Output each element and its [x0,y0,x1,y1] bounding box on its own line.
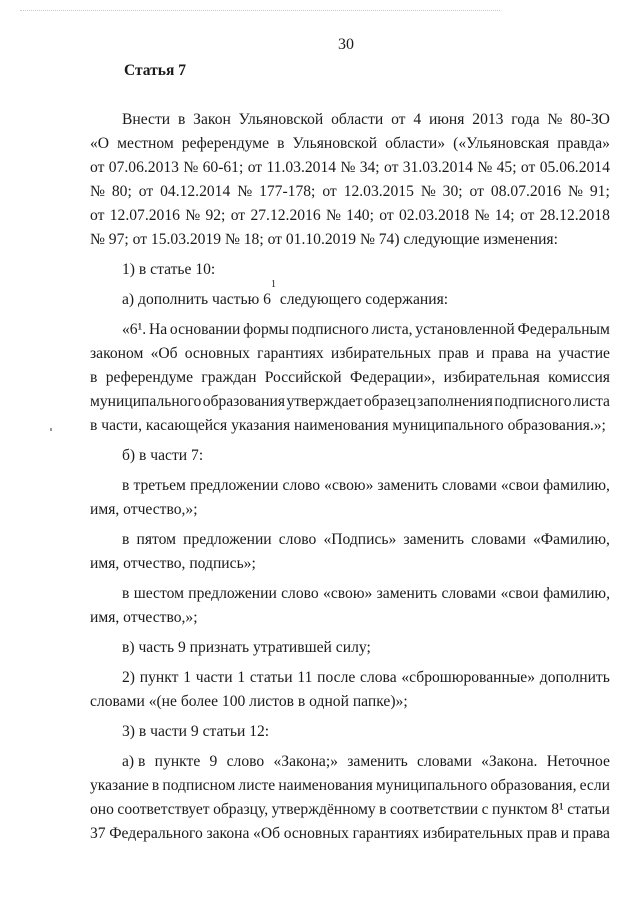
word: («Ульяновская [453,135,550,152]
word: словами [442,477,497,494]
word: 34; [359,159,380,176]
line-text: в части, касающейся указания наименования муниципального образования.»; [90,417,606,434]
word: референдуме [105,369,194,386]
superscript: 1 [270,279,276,290]
word: третьем [133,477,186,494]
word: оно [90,801,114,818]
word: 45; [496,159,517,176]
word: от [519,207,535,224]
word: правда» [557,135,610,152]
word: «Фамилию, [533,531,610,548]
word: местном [117,135,174,152]
word: слово [278,531,317,548]
word: «6¹. [122,321,147,338]
word: в [122,585,130,602]
text-line [90,636,610,660]
word: права [572,825,610,842]
word: словами [417,753,472,770]
text-line [90,498,610,522]
word: прав [438,345,469,362]
text-line [90,528,610,552]
word: избирательная [443,369,540,386]
text-line [90,474,610,498]
word: участие [558,345,610,362]
word: № [568,183,583,200]
word: основных [283,825,349,842]
text-line [90,720,610,744]
word: 37 [90,825,106,842]
text-line [90,798,610,822]
word: от [384,159,399,176]
word: заполнения [417,393,493,410]
word: листа [572,393,610,410]
word: 80-ЗО [570,111,610,128]
word: подписного [291,321,369,338]
word: июня [428,111,465,128]
word: 28.12.2018 [539,207,610,224]
text-line [90,108,610,132]
word: статьи [249,669,293,686]
page-number: 30 [338,36,354,53]
text-line [90,774,610,798]
word: 140; [346,207,374,224]
word: «О [90,135,110,152]
line-text: в) часть 9 признать утратившей силу; [122,639,371,656]
text-line [90,180,610,204]
word: 12.03.2015 [343,183,414,200]
word: предложении [189,477,279,494]
word: комиссия [548,369,610,386]
line-text: словами «(не более 100 листов в одной папке)»; [90,693,408,710]
word: № [325,207,341,224]
word: № [90,183,105,200]
text-line [90,366,610,390]
word: в [277,135,285,152]
word: пунктом [491,801,548,818]
line-text: б) в части 7: [122,447,204,464]
word: 91; [589,183,610,200]
text-line [90,690,610,714]
line-text: 1) в статье 10: [122,261,216,278]
word: 60-61; [202,159,244,176]
word: На [148,321,168,338]
line-text: № 97; от 15.03.2019 № 18; от 01.10.2019 № 74) следующие изменения: [90,231,558,248]
word: соответствии [390,801,479,818]
text-line [90,132,610,156]
word: 92; [205,207,226,224]
word: подписном [162,777,236,794]
word: 177-178; [259,183,316,200]
word: Закон [193,111,231,128]
word: от [90,207,105,224]
word: слово [282,477,321,494]
word: дополнить [539,669,610,686]
text-line [90,606,610,630]
word: заменить [376,585,438,602]
word: фамилию, [543,585,610,602]
word: гарантиях [352,825,420,842]
word: № [547,111,563,128]
word: от [469,183,484,200]
word: словами [471,531,526,548]
word: 12.07.2016 [109,207,180,224]
word: и [476,345,485,362]
word: № [477,159,493,176]
word: образования [202,393,285,410]
article-title: Статья 7 [124,62,186,79]
word: 27.12.2016 [250,207,321,224]
word: от [138,183,154,200]
word: области» [385,135,446,152]
word: № [474,207,490,224]
word: 2) [122,669,135,686]
word: с [481,801,489,818]
word: 1 [237,669,246,686]
word: пятом [136,531,176,548]
word: 31.03.2014 [402,159,473,176]
word: в [122,477,130,494]
word: словами [441,585,497,602]
word: листе [238,777,276,794]
word: Федерального [109,825,203,842]
document-body [90,108,610,846]
word: в [122,531,130,548]
word: шестом [133,585,184,602]
word: избирательных [330,345,432,362]
word: подписного [494,393,572,410]
line-text-continued: следующего содержания: [275,291,449,308]
word: 4 [413,111,422,128]
word: заменить [347,753,408,770]
word: области [331,111,384,128]
word: «свои [500,585,539,602]
word: 11.03.2014 [266,159,337,176]
word: 08.07.2016 [490,183,562,200]
word: «свои [500,477,539,494]
word: от [247,159,263,176]
word: «свою» [324,477,374,494]
word: № [340,159,356,176]
word: прав [526,825,558,842]
word: 30; [442,183,463,200]
text-line [90,279,610,312]
line-text: 3) в части 9 статьи 12: [122,723,270,740]
word: от [520,159,536,176]
word: «свою» [323,585,373,602]
word: пункт [139,669,179,686]
word: утверждённому [271,801,376,818]
word: слова [360,669,397,686]
word: № [420,183,436,200]
word: Федеральным [517,321,610,338]
text-line [90,822,610,846]
text-line [90,228,610,252]
word: части [195,669,233,686]
word: закона [206,825,250,842]
word: № [185,207,201,224]
text-line [90,750,610,774]
word: «Подпись» [323,531,397,548]
word: «Об [150,345,178,362]
word: соответствует [117,801,210,818]
word: установленной [415,321,515,338]
word: основании [169,321,241,338]
word: от [391,111,406,128]
word: от [90,159,105,176]
word: указание [90,777,149,794]
word: 1 [183,669,191,686]
line-text: имя, отчество, подпись»; [90,555,256,572]
word: 80; [111,183,132,200]
word: после [317,669,356,686]
word: от [379,207,394,224]
word: № [183,159,199,176]
text-line [90,258,610,282]
word: 8¹ [551,801,564,818]
word: в [177,111,186,128]
word: законом [90,345,144,362]
word: Российской [264,369,342,386]
word: гарантиях [257,345,324,362]
word: на [535,345,552,362]
text-line [90,156,610,180]
text-line [90,666,610,690]
line-text: имя, отчество,»; [90,501,198,518]
word: слово [226,753,265,770]
line-text: а) дополнить частью 6 [122,291,271,308]
word: утверждает [286,393,363,410]
word: наименования [278,777,373,794]
word: Ульяновской [292,135,378,152]
word: избирательных [422,825,524,842]
word: № [237,183,253,200]
text-line [90,204,610,228]
word: 05.06.2014 [539,159,610,176]
word: граждан [201,369,257,386]
text-line [90,414,610,438]
word: права [491,345,529,362]
word: предложении [188,585,277,602]
word: 9 [209,753,218,770]
word: Федерации», [349,369,436,386]
word: референдуме [181,135,270,152]
scan-artifact-mark [50,428,52,431]
word: предложении [183,531,272,548]
word: формы [243,321,289,338]
word: заменить [403,531,464,548]
word: 2013 [472,111,504,128]
word: образец [363,393,416,410]
word: Внести [122,111,171,128]
word: «Закона. [481,753,538,770]
word: муниципального [375,777,488,794]
text-line [90,444,610,468]
scan-artifact-line [20,10,500,13]
word: заменить [377,477,438,494]
word: года [511,111,540,128]
word: пункте [154,753,201,770]
word: 11 [297,669,313,686]
word: 02.03.2018 [398,207,470,224]
text-line [90,342,610,366]
word: «сброшюрованные» [401,669,536,686]
text-line [90,552,610,576]
word: и [560,825,570,842]
word: 14; [494,207,515,224]
word: от [322,183,337,200]
word: Ульяновской [238,111,324,128]
line-text: имя, отчество,»; [90,609,198,626]
text-line [90,582,610,606]
word: основных [184,345,250,362]
word: Неточное [546,753,610,770]
word: «Об [253,825,281,842]
word: в [90,369,98,386]
word: от [230,207,246,224]
word: «Закона;» [273,753,338,770]
word: образцу, [213,801,269,818]
word: образования, [490,777,577,794]
word: 04.12.2014 [160,183,231,200]
word: листа, [371,321,413,338]
word: а) в [122,753,146,770]
word: статьи [567,801,610,818]
text-line [90,390,610,414]
word: слово [281,585,319,602]
word: 07.06.2013 [108,159,179,176]
word: если [579,777,610,794]
word: фамилию, [543,477,610,494]
word: в [379,801,387,818]
text-line [90,318,610,342]
word: в [151,777,160,794]
word: муниципального [90,393,202,410]
